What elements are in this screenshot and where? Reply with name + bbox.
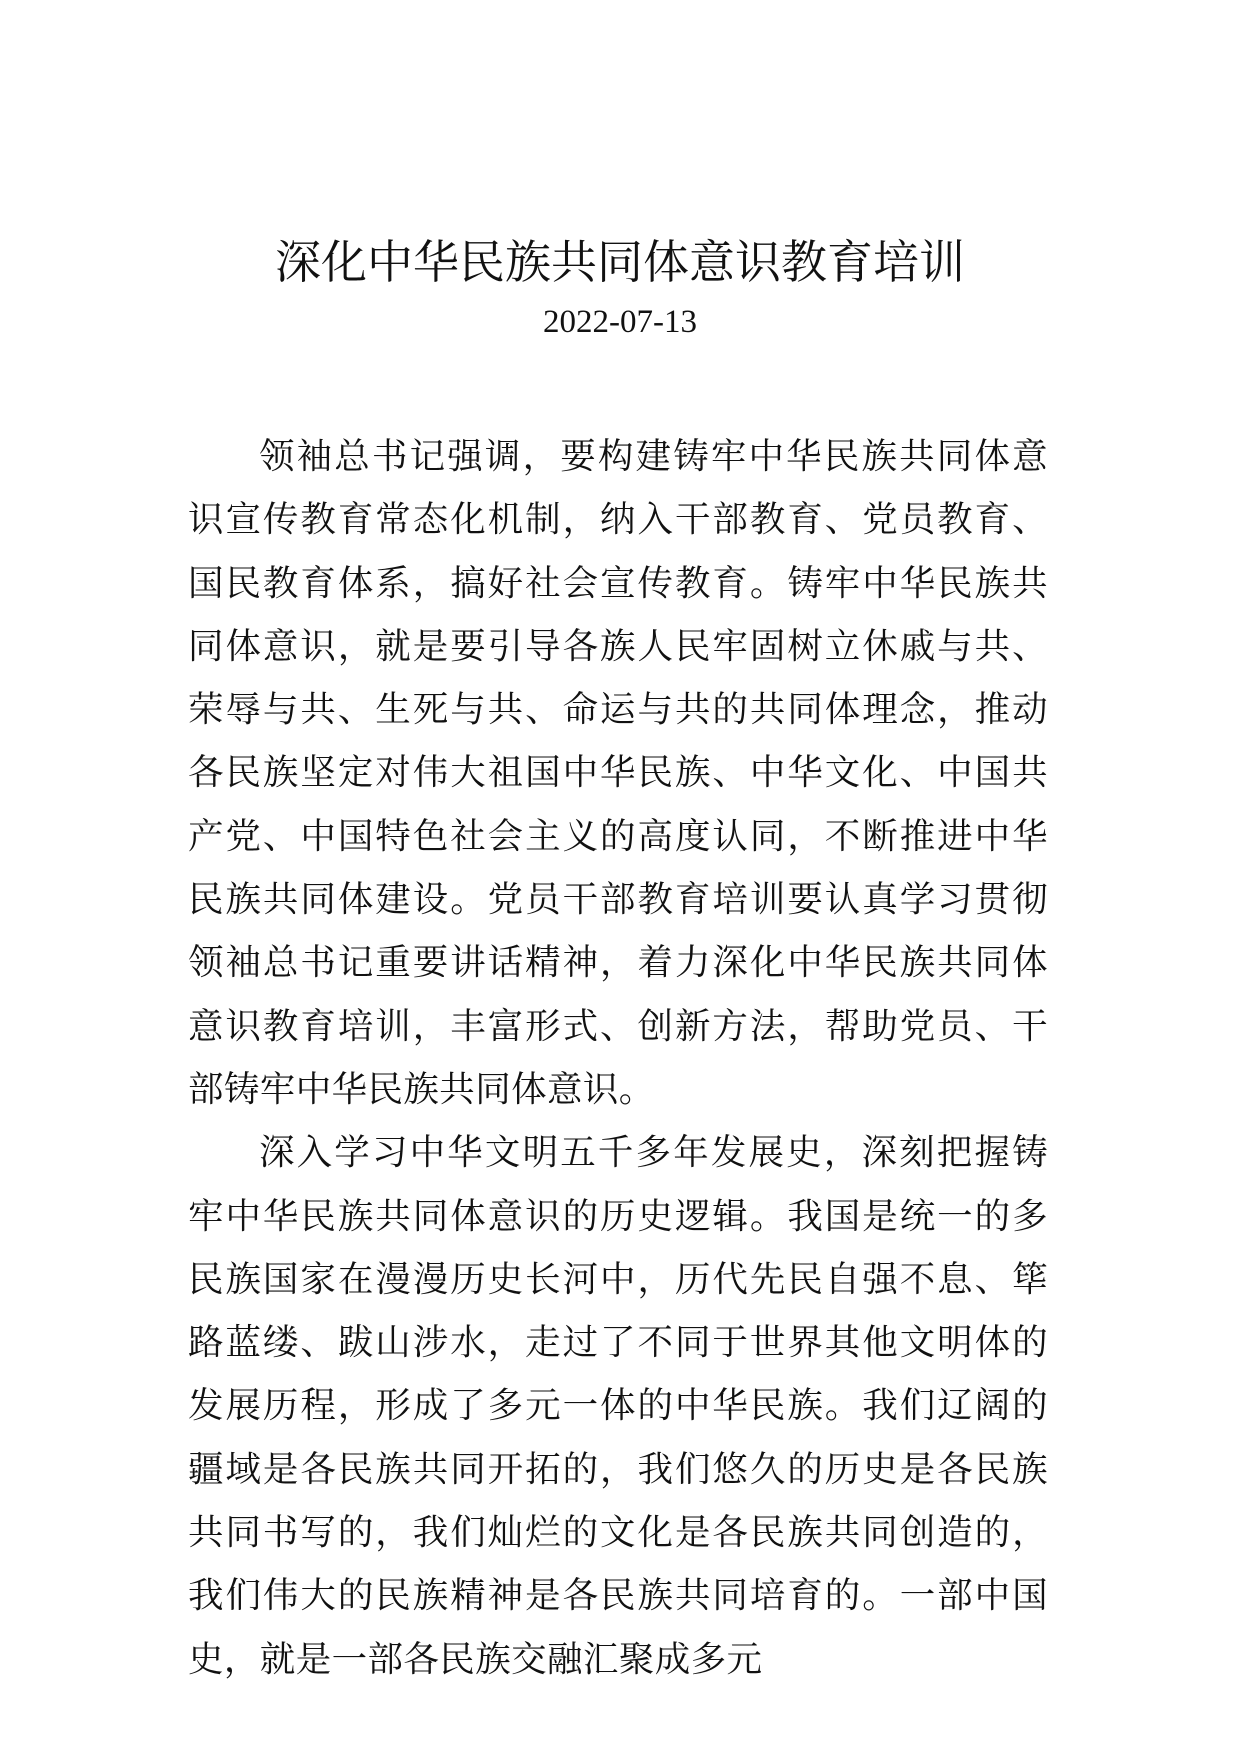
- paragraph-2: 深入学习中华文明五千多年发展史，深刻把握铸牢中华民族共同体意识的历史逻辑。我国是统一的多民族国家在漫漫历史长河中，历代先民自强不息、筚路蓝缕、跋山涉水，走过了不同于世界其他文明体的发展历程，形成了多元一体的中华民族。我们辽阔的疆域是各民族共同开拓的，我们悠久的历史是各民族共同书写的，我们灿烂的文化是各民族共同创造的，我们伟大的民族精神是各民族共同培育的。一部中国史，就是一部各民族交融汇聚成多元: [188, 1132, 1048, 1680]
- document-date: 2022-07-13: [543, 304, 697, 340]
- document-title: 深化中华民族共同体意识教育培训: [275, 235, 965, 289]
- document-body: [188, 425, 1048, 1691]
- paragraph-1: 领袖总书记强调，要构建铸牢中华民族共同体意识宣传教育常态化机制，纳入干部教育、党员教育、国民教育体系，搞好社会宣传教育。铸牢中华民族共同体意识，就是要引导各族人民牢固树立休戚与共、荣辱与共、生死与共、命运与共的共同体理念，推动各民族坚定对伟大祖国中华民族、中华文化、中国共产党、中国特色社会主义的高度认同，不断推进中华民族共同体建设。党员干部教育培训要认真学习贯彻领袖总书记重要讲话精神，着力深化中华民族共同体意识教育培训，丰富形式、创新方法，帮助党员、干部铸牢中华民族共同体意识。: [188, 436, 1048, 1110]
